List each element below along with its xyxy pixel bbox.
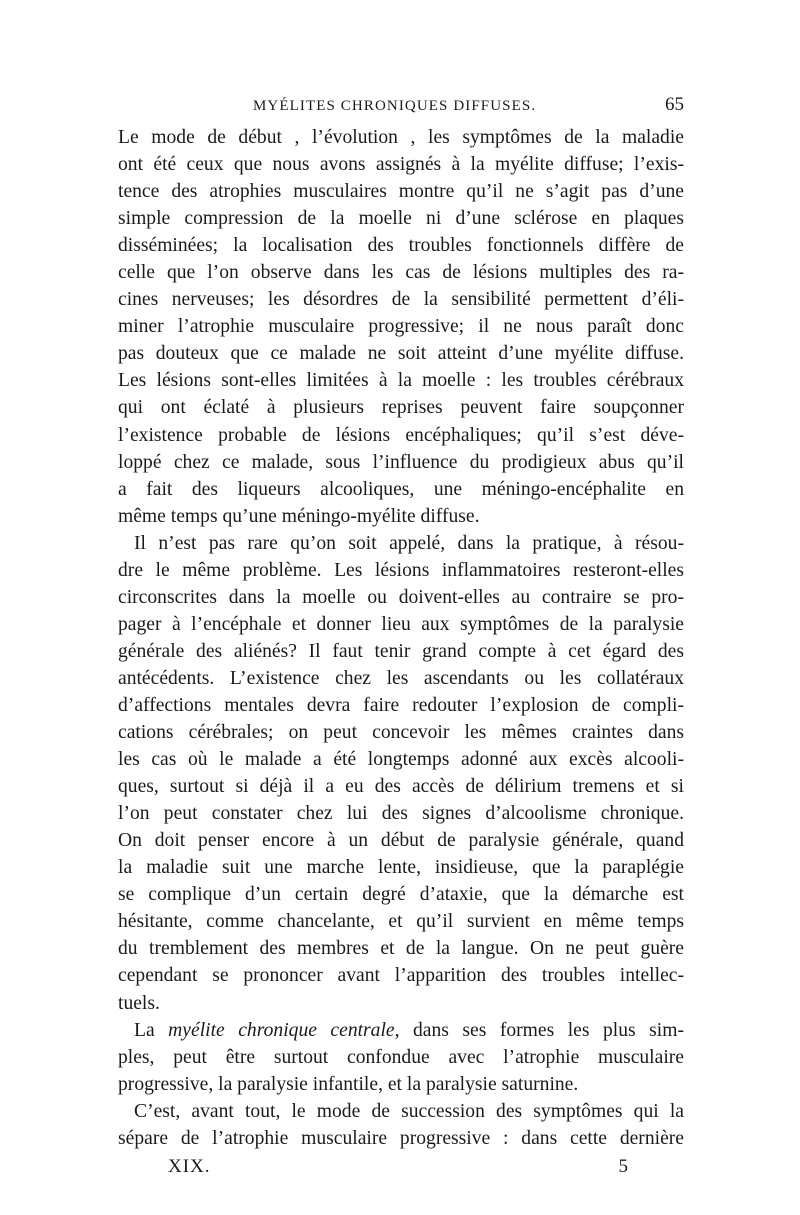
- text-line: Le mode de début , l’évolution , les symptômes de la maladie: [118, 127, 684, 148]
- page-header: [118, 94, 684, 122]
- text-line: cations cérébrales; on peut concevoir les mêmes craintes dans: [118, 722, 684, 744]
- text-line: générale des aliénés? Il faut tenir grand compte à cet égard des: [118, 640, 684, 662]
- text-line: Il n’est pas rare qu’on soit appelé, dans la pratique, à résou-: [134, 532, 684, 554]
- text-line: ples, peut être surtout confondue avec l’atrophie musculaire: [118, 1046, 684, 1068]
- text-line-with-italic: La myélite chronique centrale, dans ses formes les plus sim-: [134, 1019, 684, 1041]
- text-line: les cas où le malade a été longtemps adonné aux excès alcooli-: [118, 749, 684, 771]
- text-line: ques, surtout si déjà il a eu des accès de délirium tremens et si: [118, 776, 684, 798]
- text-line: ont été ceux que nous avons assignés à la myélite diffuse; l’exis-: [118, 154, 684, 176]
- text-line: pas douteux que ce malade ne soit atteint d’une myélite diffuse.: [118, 343, 684, 365]
- text-line: pager à l’encéphale et donner lieu aux symptômes de la paralysie: [118, 613, 684, 635]
- italic-phrase: myélite chronique centrale,: [168, 1019, 400, 1041]
- text-line: tuels.: [118, 992, 160, 1014]
- page-number: 65: [665, 94, 684, 115]
- text-line: Les lésions sont-elles limitées à la moelle : les troubles cérébraux: [118, 370, 684, 392]
- text-line: sépare de l’atrophie musculaire progressive : dans cette dernière: [118, 1127, 684, 1149]
- sheet-number: 5: [618, 1156, 628, 1177]
- text-line: On doit penser encore à un début de paralysie générale, quand: [118, 830, 684, 852]
- text-line: d’affections mentales devra faire redouter l’explosion de compli-: [118, 694, 684, 716]
- text-line: cependant se prononcer avant l’apparition des troubles intellec-: [118, 965, 684, 987]
- signature-mark: XIX.: [168, 1156, 211, 1177]
- text-line: simple compression de la moelle ni d’une sclérose en plaques: [118, 208, 684, 230]
- text-line: tence des atrophies musculaires montre qu’il ne s’agit pas d’une: [118, 181, 684, 203]
- text-line: la maladie suit une marche lente, insidieuse, que la paraplégie: [118, 857, 684, 879]
- text-line: miner l’atrophie musculaire progressive; il ne nous paraît donc: [118, 316, 684, 338]
- text-line: progressive, la paralysie infantile, et la paralysie saturnine.: [118, 1073, 579, 1095]
- text-line: qui ont éclaté à plusieurs reprises peuvent faire soupçonner: [118, 397, 684, 419]
- text-line: antécédents. L’existence chez les ascendants ou les collatéraux: [118, 667, 684, 689]
- text-line: disséminées; la localisation des troubles fonctionnels diffère de: [118, 235, 684, 257]
- text-line: se complique d’un certain degré d’ataxie, que la démarche est: [118, 884, 684, 906]
- body-text: [118, 124, 684, 1152]
- text-line: C’est, avant tout, le mode de succession des symptômes qui la: [134, 1100, 684, 1122]
- text-line: du tremblement des membres et de la langue. On ne peut guère: [118, 938, 684, 960]
- text-line: l’on peut constater chez lui des signes d’alcoolisme chronique.: [118, 803, 684, 825]
- text-line: même temps qu’une méningo-myélite diffuse.: [118, 505, 480, 527]
- text-line: l’existence probable de lésions encéphaliques; qu’il s’est déve-: [118, 424, 684, 446]
- text-line: loppé chez ce malade, sous l’influence du prodigieux abus qu’il: [118, 451, 684, 473]
- running-title: MYÉLITES CHRONIQUES DIFFUSES.: [253, 98, 537, 114]
- text-line: hésitante, comme chancelante, et qu’il survient en même temps: [118, 911, 684, 933]
- text-line: celle que l’on observe dans les cas de lésions multiples des ra-: [118, 262, 684, 284]
- text-line: cines nerveuses; les désordres de la sensibilité permettent d’éli-: [118, 289, 684, 311]
- text-line: dre le même problème. Les lésions inflammatoires resteront-elles: [118, 559, 684, 581]
- page-footer: [168, 1156, 628, 1182]
- text-line: a fait des liqueurs alcooliques, une méningo-encéphalite en: [118, 478, 684, 500]
- text-line: circonscrites dans la moelle ou doivent-elles au contraire se pro-: [118, 586, 684, 608]
